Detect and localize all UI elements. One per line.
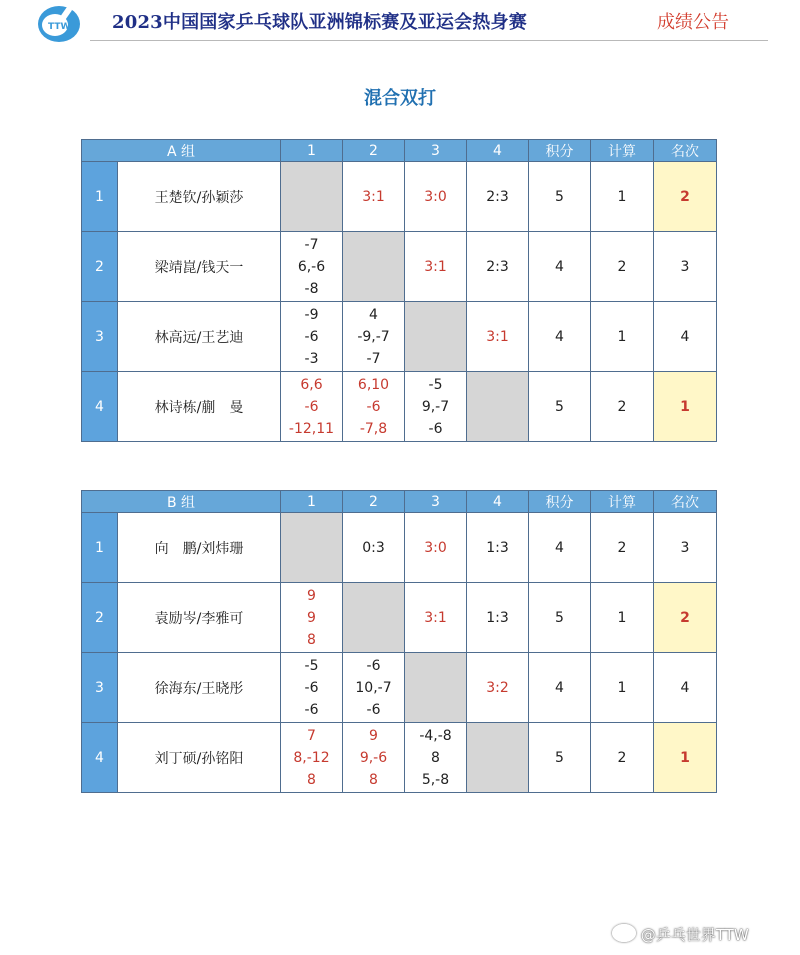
game-score-line: -6	[304, 701, 319, 718]
table-row	[82, 372, 717, 442]
points-cell: 5	[529, 583, 591, 653]
column-header: 计算	[591, 491, 654, 513]
game-scores	[281, 302, 343, 372]
points-cell: 4	[529, 513, 591, 583]
points-cell: 4	[529, 302, 591, 372]
group-label: A 组	[82, 140, 281, 162]
self-cell	[467, 372, 529, 442]
game-scores	[343, 723, 405, 793]
game-score-line: -5	[304, 657, 319, 674]
match-score: 3:1	[405, 232, 467, 302]
group-label: B 组	[82, 491, 281, 513]
points-cell: 5	[529, 723, 591, 793]
pair-name: 王楚钦/孙颖莎	[118, 162, 281, 232]
pair-name: 袁励岑/李雅可	[118, 583, 281, 653]
game-score-line: 7	[307, 727, 316, 744]
game-score-line: 5,-8	[421, 771, 450, 788]
header-title: 2023中国国家乒乓球队亚洲锦标赛及亚运会热身赛	[112, 12, 527, 33]
game-score-line: 10,-7	[355, 679, 392, 696]
table-row	[82, 162, 717, 232]
match-score: 1:3	[467, 513, 529, 583]
game-score-line: -6	[366, 701, 381, 718]
game-score-line: -6	[304, 398, 319, 415]
seed-number: 1	[82, 513, 118, 583]
points-cell: 5	[529, 162, 591, 232]
pair-name: 刘丁硕/孙铭阳	[118, 723, 281, 793]
game-score-line: -8	[304, 280, 319, 297]
game-score-line: 8	[307, 631, 316, 648]
game-score-line: -7	[304, 236, 319, 253]
self-cell	[281, 162, 343, 232]
game-scores	[281, 372, 343, 442]
weibo-icon	[612, 924, 636, 942]
calc-cell: 2	[591, 232, 654, 302]
rank-cell: 2	[654, 162, 717, 232]
game-scores	[281, 653, 343, 723]
game-score-line: -3	[304, 350, 319, 367]
seed-number: 4	[82, 372, 118, 442]
calc-cell: 2	[591, 372, 654, 442]
seed-number: 4	[82, 723, 118, 793]
game-score-line: 9,-6	[359, 749, 388, 766]
rank-cell: 3	[654, 513, 717, 583]
group-body	[82, 162, 717, 442]
rank-cell: 1	[654, 372, 717, 442]
column-header: 2	[343, 140, 405, 162]
self-cell	[467, 723, 529, 793]
column-header: 名次	[654, 491, 717, 513]
game-score-line: 8,-12	[293, 749, 330, 766]
game-scores	[405, 372, 467, 442]
watermark-text: @乒乓世界TTW	[640, 926, 749, 944]
calc-cell: 2	[591, 723, 654, 793]
seed-number: 3	[82, 302, 118, 372]
watermark	[612, 924, 749, 945]
calc-cell: 1	[591, 162, 654, 232]
table-row	[82, 723, 717, 793]
header-notice: 成绩公告	[657, 12, 729, 33]
game-score-line: 8	[307, 771, 316, 788]
rank-cell: 4	[654, 653, 717, 723]
game-score-line: 9	[307, 609, 316, 626]
header-divider	[90, 40, 768, 41]
match-score: 1:3	[467, 583, 529, 653]
rank-cell: 3	[654, 232, 717, 302]
match-score: 0:3	[343, 513, 405, 583]
points-cell: 4	[529, 653, 591, 723]
column-header: 4	[467, 491, 529, 513]
rank-cell: 4	[654, 302, 717, 372]
column-header: 名次	[654, 140, 717, 162]
calc-cell: 1	[591, 302, 654, 372]
pair-name: 向 鹏/刘炜珊	[118, 513, 281, 583]
seed-number: 3	[82, 653, 118, 723]
seed-number: 2	[82, 583, 118, 653]
game-score-line: -4,-8	[419, 727, 452, 744]
game-score-line: -7	[366, 350, 381, 367]
pair-name: 林诗栋/蒯 曼	[118, 372, 281, 442]
game-scores	[281, 583, 343, 653]
pair-name: 徐海东/王晓彤	[118, 653, 281, 723]
self-cell	[343, 583, 405, 653]
game-score-line: 4	[369, 306, 378, 323]
rank-cell: 1	[654, 723, 717, 793]
match-score: 3:1	[467, 302, 529, 372]
game-scores	[343, 372, 405, 442]
group-header-row	[82, 140, 717, 162]
self-cell	[281, 513, 343, 583]
column-header: 2	[343, 491, 405, 513]
match-score: 3:0	[405, 513, 467, 583]
seed-number: 1	[82, 162, 118, 232]
points-cell: 4	[529, 232, 591, 302]
seed-number: 2	[82, 232, 118, 302]
game-score-line: 8	[431, 749, 440, 766]
table-row	[82, 653, 717, 723]
game-score-line: 6,10	[357, 376, 390, 393]
game-score-line: -6	[304, 328, 319, 345]
match-score: 3:1	[343, 162, 405, 232]
game-score-line: -7,8	[359, 420, 388, 437]
column-header: 1	[281, 491, 343, 513]
event-title: 混合双打	[364, 88, 436, 109]
calc-cell: 2	[591, 513, 654, 583]
game-score-line: -6	[304, 679, 319, 696]
column-header: 1	[281, 140, 343, 162]
table-row	[82, 302, 717, 372]
game-score-line: -9,-7	[357, 328, 390, 345]
column-header: 计算	[591, 140, 654, 162]
game-score-line: -5	[428, 376, 443, 393]
calc-cell: 1	[591, 653, 654, 723]
points-cell: 5	[529, 372, 591, 442]
calc-cell: 1	[591, 583, 654, 653]
column-header: 4	[467, 140, 529, 162]
game-score-line: 9	[307, 587, 316, 604]
pair-name: 林高远/王艺迪	[118, 302, 281, 372]
game-scores	[405, 723, 467, 793]
table-row	[82, 232, 717, 302]
game-score-line: -6	[428, 420, 443, 437]
group-body	[82, 513, 717, 793]
group-a-table	[81, 139, 717, 442]
match-score: 3:0	[405, 162, 467, 232]
game-score-line: -6	[366, 398, 381, 415]
column-header: 3	[405, 491, 467, 513]
self-cell	[343, 232, 405, 302]
game-score-line: 8	[369, 771, 378, 788]
game-scores	[343, 653, 405, 723]
game-scores	[281, 723, 343, 793]
pair-name: 梁靖崑/钱天一	[118, 232, 281, 302]
match-score: 3:2	[467, 653, 529, 723]
column-header: 积分	[529, 491, 591, 513]
match-score: 2:3	[467, 162, 529, 232]
table-row	[82, 513, 717, 583]
game-score-line: -9	[304, 306, 319, 323]
self-cell	[405, 653, 467, 723]
match-score: 2:3	[467, 232, 529, 302]
column-header: 3	[405, 140, 467, 162]
svg-text:TTW: TTW	[48, 22, 71, 32]
game-score-line: 9	[369, 727, 378, 744]
game-score-line: 9,-7	[421, 398, 450, 415]
self-cell	[405, 302, 467, 372]
group-b-table	[81, 490, 717, 793]
game-scores	[343, 302, 405, 372]
game-score-line: 6,6	[300, 376, 323, 393]
column-header: 积分	[529, 140, 591, 162]
ttw-logo-icon	[36, 4, 82, 44]
game-score-line: 6,-6	[297, 258, 326, 275]
group-header-row	[82, 491, 717, 513]
game-scores	[281, 232, 343, 302]
game-score-line: -12,11	[288, 420, 335, 437]
game-score-line: -6	[366, 657, 381, 674]
rank-cell: 2	[654, 583, 717, 653]
table-row	[82, 583, 717, 653]
match-score: 3:1	[405, 583, 467, 653]
